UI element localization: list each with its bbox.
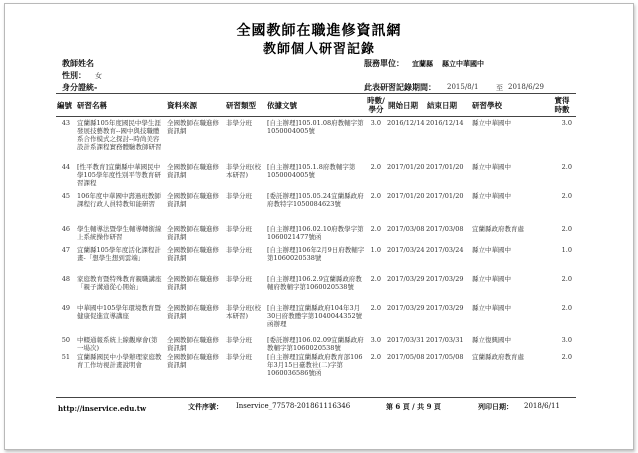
row-start-date: 2017/03/29 [387, 275, 425, 283]
col-header-type: 研習類型 [226, 101, 256, 110]
id-label: 身分證統- [62, 82, 98, 92]
row-end-date: 2017/03/08 [426, 225, 464, 233]
row-start-date: 2017/03/29 [387, 304, 425, 312]
row-end-date: 2016/12/14 [426, 119, 464, 127]
row-actual-hours: 2.0 [561, 163, 572, 171]
row-school: 縣立中華國中 [472, 119, 511, 127]
name-label: 教師姓名 [62, 58, 94, 68]
row-actual-hours: 3.0 [561, 119, 572, 127]
row-source: 全國教師在職進修資訊網 [167, 192, 219, 208]
unit-school: 縣立中華國中 [442, 59, 484, 68]
row-no: 46 [61, 225, 70, 233]
row-course-name: 宜蘭縣105學年度活化課程計畫-「想學生想到雲端」 [77, 246, 161, 262]
row-start-date: 2017/03/31 [387, 336, 425, 344]
row-end-date: 2017/03/29 [426, 275, 464, 283]
gender-label: 性別： [62, 70, 86, 80]
row-actual-hours: 2.0 [561, 304, 572, 312]
row-source: 全國教師在職進修資訊網 [167, 225, 219, 241]
row-doc-number: [自主辦理]宜蘭縣政府教育部106年3月15日臺教社(二)字第1060036586號函 [267, 353, 363, 377]
row-hours: 1.0 [370, 246, 381, 254]
row-hours: 2.0 [370, 225, 381, 233]
row-end-date: 2017/01/20 [426, 163, 464, 171]
row-actual-hours: 2.0 [561, 275, 572, 283]
col-header-no: 編號 [57, 101, 72, 110]
row-end-date: 2017/01/20 [426, 192, 464, 200]
row-source: 全國教師在職進修資訊網 [167, 353, 219, 369]
row-type: 非學分班 [226, 246, 252, 254]
row-no: 50 [61, 336, 70, 344]
site-url: http://inservice.edu.tw [58, 404, 146, 413]
row-doc-number: [委託辦理]105.05.24宜蘭縣政府府教特字1050084623號 [267, 192, 364, 208]
row-start-date: 2017/01/20 [387, 192, 425, 200]
row-no: 49 [61, 304, 70, 312]
row-source: 全國教師在職進修資訊網 [167, 163, 219, 179]
row-start-date: 2017/01/20 [387, 163, 425, 171]
row-no: 43 [61, 119, 70, 127]
row-end-date: 2017/03/24 [426, 246, 464, 254]
row-no: 45 [61, 192, 70, 200]
doc-serial-value: Inservice_77578-201861116346 [236, 402, 351, 410]
row-start-date: 2017/03/24 [387, 246, 425, 254]
print-date-value: 2018/6/11 [524, 402, 560, 410]
row-course-name: 家庭教育暨特殊教育親職講座「親子溝通從心開始」 [77, 275, 162, 291]
row-hours: 2.0 [370, 353, 381, 361]
row-hours: 2.0 [370, 163, 381, 171]
row-type: 非學分班(校本研習) [226, 304, 262, 320]
row-end-date: 2017/03/31 [426, 336, 464, 344]
row-hours: 2.0 [370, 304, 381, 312]
row-no: 47 [61, 246, 70, 254]
col-header-actual: 實得時數 [554, 96, 570, 114]
row-doc-number: [自主辦理]宜蘭縣政府104年3月30日府教體字第1040044352號函辦理 [267, 304, 363, 328]
row-school: 宜蘭縣政府教育處 [472, 353, 524, 361]
row-doc-number: [自主辦理]106.02.10府教學字第1060021477號函 [267, 225, 364, 241]
row-hours: 2.0 [370, 275, 381, 283]
unit-label: 服務單位： [364, 58, 404, 68]
page-title: 全國教師在職進修資訊網 [236, 23, 402, 39]
row-source: 全國教師在職進修資訊網 [167, 275, 219, 291]
row-doc-number: [自主辦理]105.01.08府教輔字第1050004005號 [267, 119, 364, 135]
col-header-source: 資料來源 [167, 101, 197, 110]
col-header-end: 結束日期 [427, 101, 457, 110]
row-course-name: [性平教育]宜蘭縣中華國民中學105學年度性別平等教育研習課程 [77, 163, 161, 187]
row-start-date: 2017/05/08 [387, 353, 425, 361]
col-header-school: 研習學校 [472, 101, 502, 110]
row-type: 非學分班 [226, 192, 252, 200]
unit-county: 宜蘭縣 [412, 59, 433, 68]
gender-value: 女 [95, 72, 102, 80]
page-number: 第 6 頁 / 共 9 頁 [386, 402, 441, 411]
row-school: 縣立中華國中 [472, 192, 511, 200]
header-rule-bottom [56, 116, 576, 117]
col-header-name: 研習名稱 [77, 101, 107, 110]
row-course-name: 學生輔導法暨學生輔導轉銜線上系統操作研習 [77, 225, 162, 241]
row-source: 全國教師在職進修資訊網 [167, 246, 219, 262]
period-to: 2018/6/29 [508, 83, 544, 91]
row-school: 縣立中華國中 [472, 304, 511, 312]
row-start-date: 2017/03/08 [387, 225, 425, 233]
col-header-start: 開始日期 [388, 101, 418, 110]
row-no: 51 [61, 353, 70, 361]
row-start-date: 2016/12/14 [387, 119, 425, 127]
row-hours: 3.0 [370, 336, 381, 344]
footer-rule [56, 397, 576, 398]
row-actual-hours: 3.0 [561, 336, 572, 344]
row-no: 44 [61, 163, 70, 171]
row-actual-hours: 2.0 [561, 192, 572, 200]
row-type: 非學分班 [226, 225, 252, 233]
row-doc-number: [自主辦理]106.2.9宜蘭縣政府教輔府教輔字第1060020538號 [267, 275, 362, 291]
row-no: 48 [61, 275, 70, 283]
row-type: 非學分班 [226, 336, 252, 344]
row-source: 全國教師在職進修資訊網 [167, 119, 219, 135]
col-header-doc: 依據文號 [267, 101, 297, 110]
doc-serial-label: 文件序號： [188, 402, 223, 411]
row-hours: 3.0 [370, 119, 381, 127]
row-end-date: 2017/05/08 [426, 353, 464, 361]
row-type: 非學分班 [226, 353, 252, 361]
row-type: 非學分班 [226, 275, 252, 283]
row-type: 非學分班 [226, 119, 252, 127]
row-doc-number: [自主辦理]105.1.8府教輔字第1050004005號 [267, 163, 356, 179]
row-course-name: 宜蘭縣國民中小學辦理家庭教育工作坊視計畫說明會 [77, 353, 162, 369]
row-school: 宜蘭縣政府教育處 [472, 225, 524, 233]
row-doc-number: [委託辦理]106.02.09宜蘭縣政府教輔字第1060020538號 [267, 336, 364, 352]
row-end-date: 2017/03/29 [426, 304, 464, 312]
row-school: 縣立中華國中 [472, 246, 511, 254]
header-rule-top [56, 93, 576, 94]
row-actual-hours: 1.0 [561, 246, 572, 254]
row-source: 全國教師在職進修資訊網 [167, 336, 219, 352]
row-course-name: 中華國中105學年環境教育暨健康促進宣導講座 [77, 304, 161, 320]
period-sep: 至 [496, 84, 503, 92]
row-hours: 2.0 [370, 192, 381, 200]
row-school: 縣立中華國中 [472, 163, 511, 171]
row-actual-hours: 2.0 [561, 353, 572, 361]
row-type: 非學分班(校本研習) [226, 163, 262, 179]
row-course-name: 宜蘭縣105年度國民中學生涯發展技藝教育--國中與技職體系合作模式之探討--時尚美容設計系課程實務體驗教師研習 [77, 119, 162, 151]
row-school: 縣立復興國中 [472, 336, 511, 344]
print-date-label: 列印日期： [478, 402, 513, 411]
page-subtitle: 教師個人研習記錄 [262, 42, 375, 57]
col-header-hours: 時數/學分 [367, 96, 385, 114]
row-course-name: 106年度中華國中壽過班教師課程行政人員特教知能研習 [77, 192, 161, 208]
row-source: 全國教師在職進修資訊網 [167, 304, 219, 320]
row-doc-number: [自主辦理]106年2月9日府教輔字第1060020538號 [267, 246, 365, 262]
row-actual-hours: 2.0 [561, 225, 572, 233]
period-from: 2015/8/1 [447, 83, 479, 91]
period-label: 此表研習記錄期間： [364, 82, 436, 92]
row-school: 縣立中華國中 [472, 275, 511, 283]
row-course-name: 中輟通報系統上線觀摩會(第一場次) [77, 336, 158, 352]
